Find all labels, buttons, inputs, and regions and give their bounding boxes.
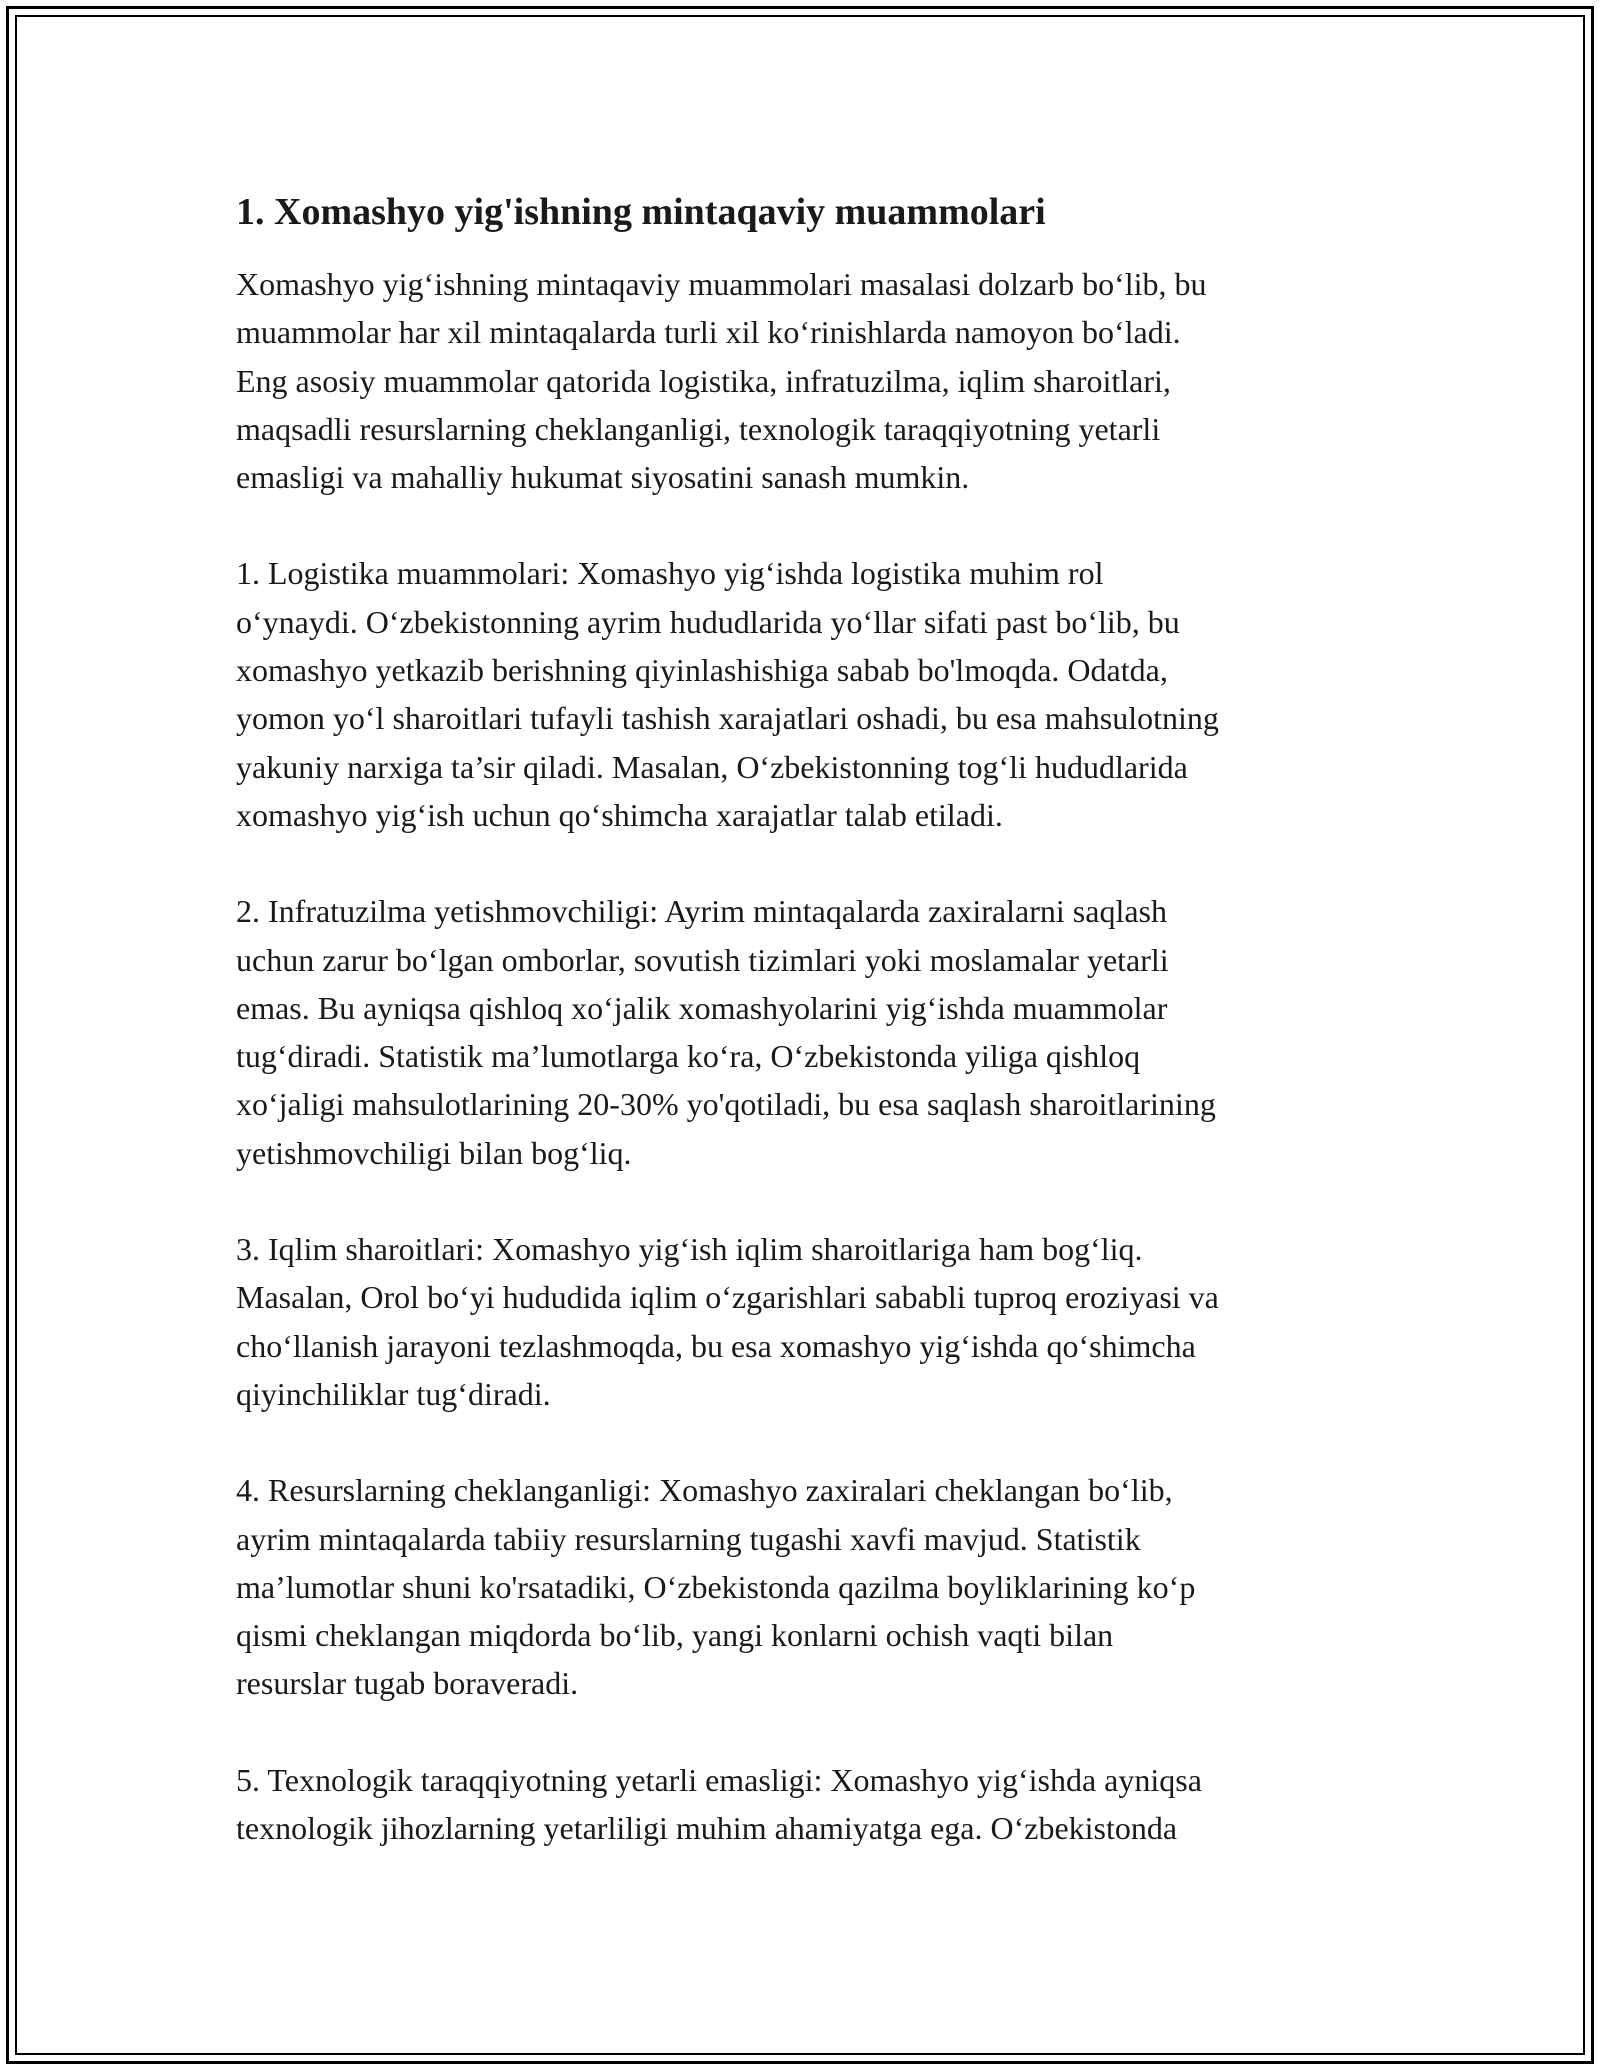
text-line: 3. Iqlim sharoitlari: Xomashyo yig‘ish iqlim sharoitlariga ham bog‘liq.: [236, 1231, 1143, 1268]
text-line: yetishmovchiligi bilan bog‘liq.: [236, 1134, 632, 1171]
text-line: qiyinchiliklar tug‘diradi.: [236, 1375, 551, 1412]
text-line: 4. Resurslarning cheklanganligi: Xomashyo zaxiralari cheklangan bo‘lib,: [236, 1472, 1173, 1509]
document-body: [236, 188, 1386, 1900]
text-line: uchun zarur bo‘lgan omborlar, sovutish tizimlari yoki moslamalar yetarli: [236, 941, 1169, 978]
text-line: emas. Bu ayniqsa qishloq xo‘jalik xomashyolarini yig‘ishda muammolar: [236, 989, 1168, 1026]
text-line: yomon yo‘l sharoitlari tufayli tashish xarajatlari oshadi, bu esa mahsulotning: [236, 700, 1219, 737]
paragraph-logistics: [236, 549, 1386, 839]
text-line: cho‘llanish jarayoni tezlashmoqda, bu esa xomashyo yig‘ishda qo‘shimcha: [236, 1327, 1196, 1364]
text-line: Masalan, Orol bo‘yi hududida iqlim o‘zgarishlari sababli tuproq eroziyasi va: [236, 1279, 1219, 1316]
text-line: texnologik jihozlarning yetarliligi muhim ahamiyatga ega. O‘zbekistonda: [236, 1810, 1178, 1847]
text-line: tug‘diradi. Statistik ma’lumotlarga ko‘ra, O‘zbekistonda yiliga qishloq: [236, 1038, 1141, 1075]
text-line: ma’lumotlar shuni ko'rsatadiki, O‘zbekistonda qazilma boyliklarining ko‘p: [236, 1568, 1196, 1605]
text-line: o‘ynaydi. O‘zbekistonning ayrim hududlarida yo‘llar sifati past bo‘lib, bu: [236, 603, 1180, 640]
text-line: Xomashyo yig‘ishning mintaqaviy muammolari masalasi dolzarb bo‘lib, bu: [236, 266, 1207, 302]
section-title: 1. Xomashyo yig'ishning mintaqaviy muammolari: [236, 191, 1046, 233]
text-line: 1. Logistika muammolari: Xomashyo yig‘ishda logistika muhim rol: [236, 555, 1104, 592]
paragraph-intro: [236, 260, 1386, 501]
text-line: 2. Infratuzilma yetishmovchiligi: Ayrim mintaqalarda zaxiralarni saqlash: [236, 893, 1167, 930]
text-line: xo‘jaligi mahsulotlarining 20-30% yo'qotiladi, bu esa saqlash sharoitlarining: [236, 1086, 1216, 1123]
paragraph-resources: [236, 1466, 1386, 1707]
paragraph-technology: [236, 1756, 1386, 1853]
text-line: resurslar tugab boraveradi.: [236, 1665, 579, 1702]
text-line: ayrim mintaqalarda tabiiy resurslarning tugashi xavfi mavjud. Statistik: [236, 1520, 1141, 1557]
paragraph-climate: [236, 1225, 1386, 1418]
text-line: Eng asosiy muammolar qatorida logistika, infratuzilma, iqlim sharoitlari,: [236, 362, 1171, 399]
text-line: qismi cheklangan miqdorda bo‘lib, yangi konlarni ochish vaqti bilan: [236, 1617, 1114, 1654]
text-line: 5. Texnologik taraqqiyotning yetarli emasligi: Xomashyo yig‘ishda ayniqsa: [236, 1761, 1202, 1798]
text-line: muammolar har xil mintaqalarda turli xil ko‘rinishlarda namoyon bo‘ladi.: [236, 314, 1181, 351]
text-line: yakuniy narxiga ta’sir qiladi. Masalan, O‘zbekistonning tog‘li hududlarida: [236, 748, 1188, 785]
text-line: xomashyo yig‘ish uchun qo‘shimcha xarajatlar talab etiladi.: [236, 796, 1003, 833]
text-line: xomashyo yetkazib berishning qiyinlashishiga sabab bo'lmoqda. Odatda,: [236, 652, 1168, 689]
paragraph-infrastructure: [236, 887, 1386, 1177]
text-line: maqsadli resurslarning cheklanganligi, texnologik taraqqiyotning yetarli: [236, 410, 1161, 447]
text-line: emasligi va mahalliy hukumat siyosatini sanash mumkin.: [236, 459, 970, 496]
